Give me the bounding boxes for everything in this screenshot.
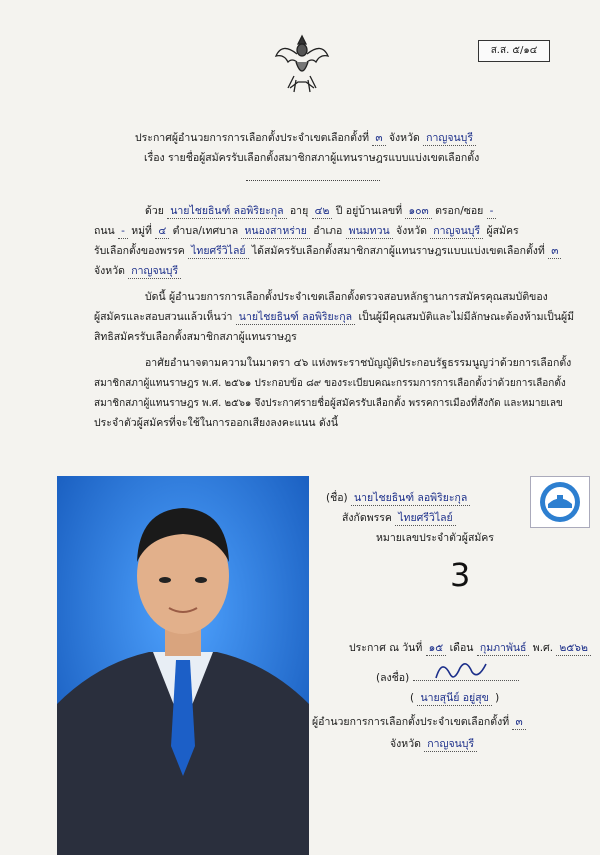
day: ๑๕ (426, 642, 447, 656)
district-number: ๓ (548, 245, 561, 259)
name-label: (ชื่อ) (326, 492, 348, 504)
text: หมู่ที่ (131, 225, 152, 237)
province: กาญจนบุรี (423, 132, 476, 146)
para2-line3: สิทธิสมัครรับเลือกตั้งสมาชิกสภาผู้แทนราษฎร (94, 331, 297, 343)
para3-line3: สมาชิกสภาผู้แทนราษฎร พ.ศ. ๒๕๖๑ จึงประกาศรายชื่อผู้สมัครรับเลือกตั้ง พรรคการเมืองที่สังกัด และหมายเลข (94, 398, 563, 409)
province: กาญจนบุรี (128, 265, 181, 279)
text: ผู้สมัคร (486, 225, 519, 237)
text: ด้วย (145, 205, 164, 217)
signer-name: นายสุนีย์ อยู่สุข (417, 692, 491, 706)
house-number: ๑๐๓ (405, 205, 431, 219)
candidate-name: นายไชยธินฑ์ ลอพิริยะกุล (167, 205, 286, 219)
text: พ.ศ. (532, 642, 554, 654)
header-text: ประกาศผู้อำนวยการการเลือกตั้งประจำเขตเลือกตั้งที่ (135, 132, 369, 144)
text: จังหวัด (94, 265, 125, 277)
candidate-number: 3 (450, 556, 471, 594)
text: จังหวัด (390, 738, 421, 750)
sign-label: (ลงชื่อ) (376, 672, 410, 684)
party: ไทยศรีวิไลย์ (395, 512, 455, 526)
text: ตำบล/เทศบาล (172, 225, 239, 237)
text: ตรอก/ซอย (435, 205, 484, 217)
text: อายุ (289, 205, 309, 217)
text: ผู้สมัครและสอบสวนแล้วเห็นว่า (94, 311, 233, 323)
candidate-number-label: หมายเลขประจำตัวผู้สมัคร (376, 532, 494, 544)
text: ถนน (94, 225, 115, 237)
soi: - (487, 205, 497, 219)
text: อำเภอ (313, 225, 343, 237)
year: ๒๕๖๒ (556, 642, 590, 656)
subject: รายชื่อผู้สมัครรับเลือกตั้งสมาชิกสภาผู้แทนราษฎรแบบแบ่งเขตเลือกตั้ง (168, 152, 480, 164)
district-number: ๓ (372, 132, 385, 146)
subject-label: เรื่อง (144, 152, 165, 164)
ect-logo-icon (530, 476, 590, 528)
text: จังหวัด (396, 225, 427, 237)
text: ได้สมัครรับเลือกตั้งสมาชิกสภาผู้แทนราษฎรแบบแบ่งเขตเลือกตั้งที่ (251, 245, 545, 257)
sign-blank (413, 680, 519, 681)
divider (246, 180, 380, 181)
signer-province-line (390, 738, 477, 752)
amphoe: พนมทวน (346, 225, 393, 239)
text: รับเลือกตั้งของพรรค (94, 245, 185, 257)
district-number: ๓ (512, 716, 525, 730)
age: ๔๒ (312, 205, 333, 219)
garuda-emblem-icon (274, 32, 330, 94)
road: - (118, 225, 128, 239)
tambon: หนองสาหร่าย (241, 225, 309, 239)
para2-line1: บัดนี้ ผู้อำนวยการการเลือกตั้งประจำเขตเลือกตั้งตรวจสอบหลักฐานการสมัครคุณสมบัติของ (145, 291, 548, 303)
text: เดือน (449, 642, 474, 654)
para3-line4: ประจำตัวผู้สมัครที่จะใช้ในการออกเสียงลงคะแนน ดังนี้ (94, 417, 339, 429)
signer-title-line (312, 716, 526, 730)
text: ปี อยู่บ้านเลขที่ (335, 205, 403, 217)
para3-line1: อาศัยอำนาจตามความในมาตรา ๔๖ แห่งพระราชบัญญัติประกอบรัฐธรรมนูญว่าด้วยการเลือกตั้ง (145, 357, 572, 369)
para1-line2 (94, 225, 519, 239)
text: ประกาศ ณ วันที่ (349, 642, 423, 654)
header-line (135, 132, 476, 146)
month: กุมภาพันธ์ (477, 642, 530, 656)
form-code: ส.ส. ๕/๑๔ (478, 40, 550, 62)
candidate-name: นายไชยธินฑ์ ลอพิริยะกุล (351, 492, 470, 506)
subject-line (144, 152, 479, 165)
para3-line2: สมาชิกสภาผู้แทนราษฎร พ.ศ. ๒๕๖๑ ประกอบข้อ ๘๙ ของระเบียบคณะกรรมการการเลือกตั้งว่าด้วยการเลือกตั้ง (94, 378, 566, 389)
para1-line4 (94, 265, 181, 279)
moo: ๔ (155, 225, 169, 239)
sign-line (376, 672, 519, 685)
province: กาญจนบุรี (430, 225, 483, 239)
province-label: จังหวัด (388, 132, 420, 144)
candidate-name: นายไชยธินฑ์ ลอพิริยะกุล (236, 311, 355, 325)
para1-line1 (145, 205, 496, 219)
para1-line3 (94, 245, 561, 259)
candidate-photo (57, 476, 309, 855)
candidate-party-line (342, 512, 456, 526)
text: เป็นผู้มีคุณสมบัติและไม่มีลักษณะต้องห้ามเป็นผู้มี (358, 311, 575, 323)
province: กาญจนบุรี (424, 738, 477, 752)
candidate-name-line (326, 492, 470, 506)
text: ผู้อำนวยการการเลือกตั้งประจำเขตเลือกตั้งที่ (312, 716, 510, 728)
party-label: สังกัดพรรค (342, 512, 392, 524)
portrait-icon (57, 476, 309, 855)
para2-line2 (94, 311, 574, 325)
party: ไทยศรีวิไลย์ (188, 245, 248, 259)
announce-date-line (349, 642, 591, 656)
signer-line: ( นายสุนีย์ อยู่สุข ) (410, 692, 500, 704)
